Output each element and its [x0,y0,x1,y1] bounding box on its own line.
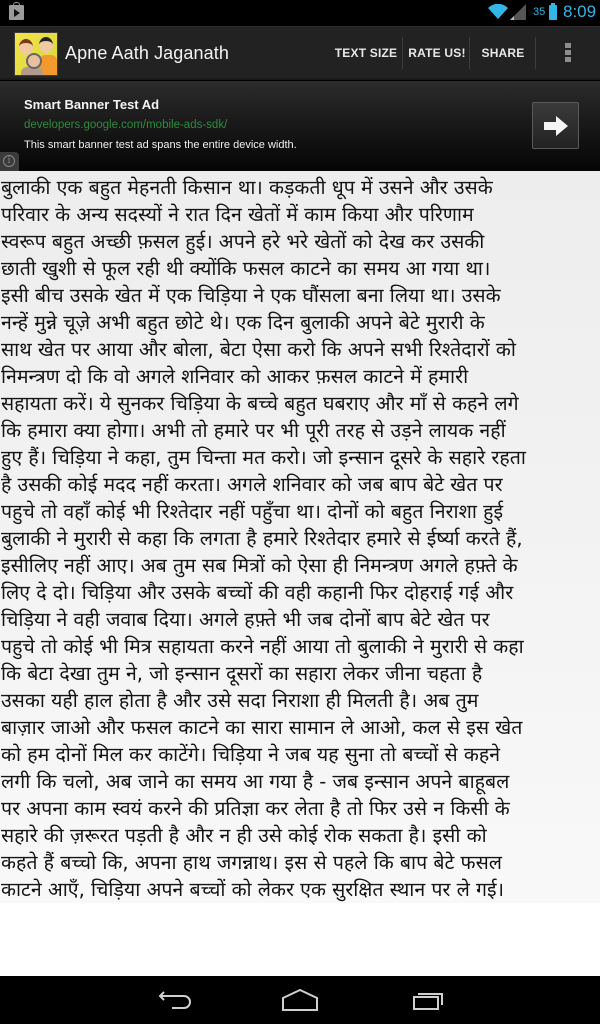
story-line: पहुचे तो वहाँ कोई भी रिश्तेदार नहीं पहुँचा था। दोनों को बहुत निराशा हुई [1,500,504,523]
story-line: साथ खेत पर आया और बोला, बेटा ऐसा करो कि अपने सभी रिश्तेदारों को [1,338,516,361]
info-icon: i [3,155,15,167]
story-line: छाती खुशी से फूल रही थी क्योंकि फसल काटने का समय आ गया था। [1,257,491,280]
app-title: Apne Aath Jaganath [65,43,229,63]
share-button[interactable]: SHARE [481,46,525,60]
story-line: कि हमारा क्या होगा। अभी तो हमारे पर भी पूरी तरह से उड़ने लायक नहीं [1,419,506,442]
app-icon[interactable] [14,32,58,76]
divider [469,37,470,69]
text-size-button[interactable]: TEXT SIZE [334,46,398,60]
ad-url[interactable]: developers.google.com/mobile-ads-sdk/ [24,119,228,131]
ad-description: This smart banner test ad spans the entire device width. [24,139,297,151]
story-line: सहायता करें। ये सुनकर चिड़िया के बच्चे बहुत घबराए और माँ से कहने लगे [1,392,519,415]
ad-title: Smart Banner Test Ad [24,97,160,112]
story-content[interactable] [0,171,600,976]
home-icon [270,984,330,1016]
story-line: परिवार के अन्य सदस्यों ने रात दिन खेतों में काम किया और परिणाम [1,203,474,226]
battery-percent: 35 [533,6,546,18]
story-line: उसका यही हाल होता है और उसे सदा निराशा ही मिलती है। अब तुम [1,689,479,712]
story-line: निमन्त्रण दो कि वो अगले शनिवार को आकर फ़सल काटने में हमारी [1,365,469,388]
home-button[interactable] [270,984,330,1016]
divider [402,37,403,69]
recent-apps-button[interactable] [398,984,458,1016]
story-line: हुए हैं। चिड़िया ने कहा, तुम चिन्ता मत करो। जो इन्सान दूसरे के सहारे रहता [1,446,526,469]
clock: 8:09 [563,2,597,21]
ad-banner[interactable] [0,81,600,171]
story-line: लगी कि चलो, अब जाने का समय आ गया है - जब इन्सान अपने बाहूबल [1,770,510,793]
nav-bar [0,976,600,1024]
ad-open-button[interactable] [532,102,579,149]
story-line: इसीलिए नहीं आए। अब तुम सब मित्रों को ऐसा ही निमन्त्रण अगले हफ़्ते के [1,554,518,577]
story-line: नन्हें मुन्ने चूज़े अभी बहुत छोटे थे। एक दिन बुलाकी अपने बेटे मुरारी के [1,311,485,334]
story-line: बुलाकी एक बहुत मेहनती किसान था। कड़कती धूप में उसने और उसके [1,176,493,199]
play-store-icon [9,5,24,20]
action-bar [0,26,600,80]
status-bar [0,0,600,26]
story-line: काटने आएँ, चिड़िया अपने बच्चों को लेकर एक सुरक्षित स्थान पर ले गई। [1,878,504,901]
story-line: स्वरूप बहुत अच्छी फ़सल हुई। अपने हरे भरे खेतों को देख कर उसकी [1,230,485,253]
story-line: चिड़िया ने वही जवाब दिया। अगले हफ़्ते भी जब दोनों बाप बेटे खेत पर [1,608,490,631]
story-line: लिए दे दो। चिड़िया और उसके बच्चों की वही कहानी फिर दोहराई गई और [1,581,514,604]
story-line: पर अपना काम स्वयं करने की प्रतिज्ञा कर लेता है तो फिर उसे न किसी के [1,797,510,820]
story-line: पहुचे तो कोई भी मित्र सहायता करने नहीं आया तो बुलाकी ने मुरारी से कहा [1,635,524,658]
wifi-icon [488,4,508,20]
overflow-menu-icon [565,43,571,48]
story-line: बुलाकी ने मुरारी से कहा कि लगता है हमारे रिश्तेदार हमारे से ईर्ष्या करते हैं, [1,527,523,550]
content-footer [0,903,600,976]
ad-info-button[interactable] [0,152,19,171]
story-line: को हम दोनों मिल कर काटेंगे। चिड़िया ने जब यह सुना तो बच्चों से कहने [1,743,501,766]
story-line: कि बेटा देखा तुम ने, जो इन्सान दूसरों का सहारा लेकर जीना चहता है [1,662,483,685]
divider [535,37,536,69]
story-line: इसी बीच उसके खेत में एक चिड़िया ने एक घौंसला बना लिया था। उसके [1,284,501,307]
story-line: है उसकी कोई मदद नहीं करता। अगले शनिवार को जब बाप बेटे खेत पर [1,473,503,496]
story-line: कहते हैं बच्चो कि, अपना हाथ जगन्नाथ। इस से पहले कि बाप बेटे फसल [1,851,502,874]
cell-signal-icon [510,4,526,20]
arrow-right-icon [544,116,568,136]
story-line: सहारे की ज़रूरत पड़ती है और न ही उसे कोई रोक सकता है। इसी को [1,824,487,847]
recent-apps-icon [398,984,458,1016]
back-button[interactable] [142,984,202,1016]
battery-charging-icon [549,5,557,20]
back-icon [142,984,202,1016]
overflow-menu-button[interactable] [552,27,584,79]
rate-us-button[interactable]: RATE US! [408,46,466,60]
story-line: बाज़ार जाओ और फसल काटने का सारा सामान ले आओ, कल से इस खेत [1,716,523,739]
